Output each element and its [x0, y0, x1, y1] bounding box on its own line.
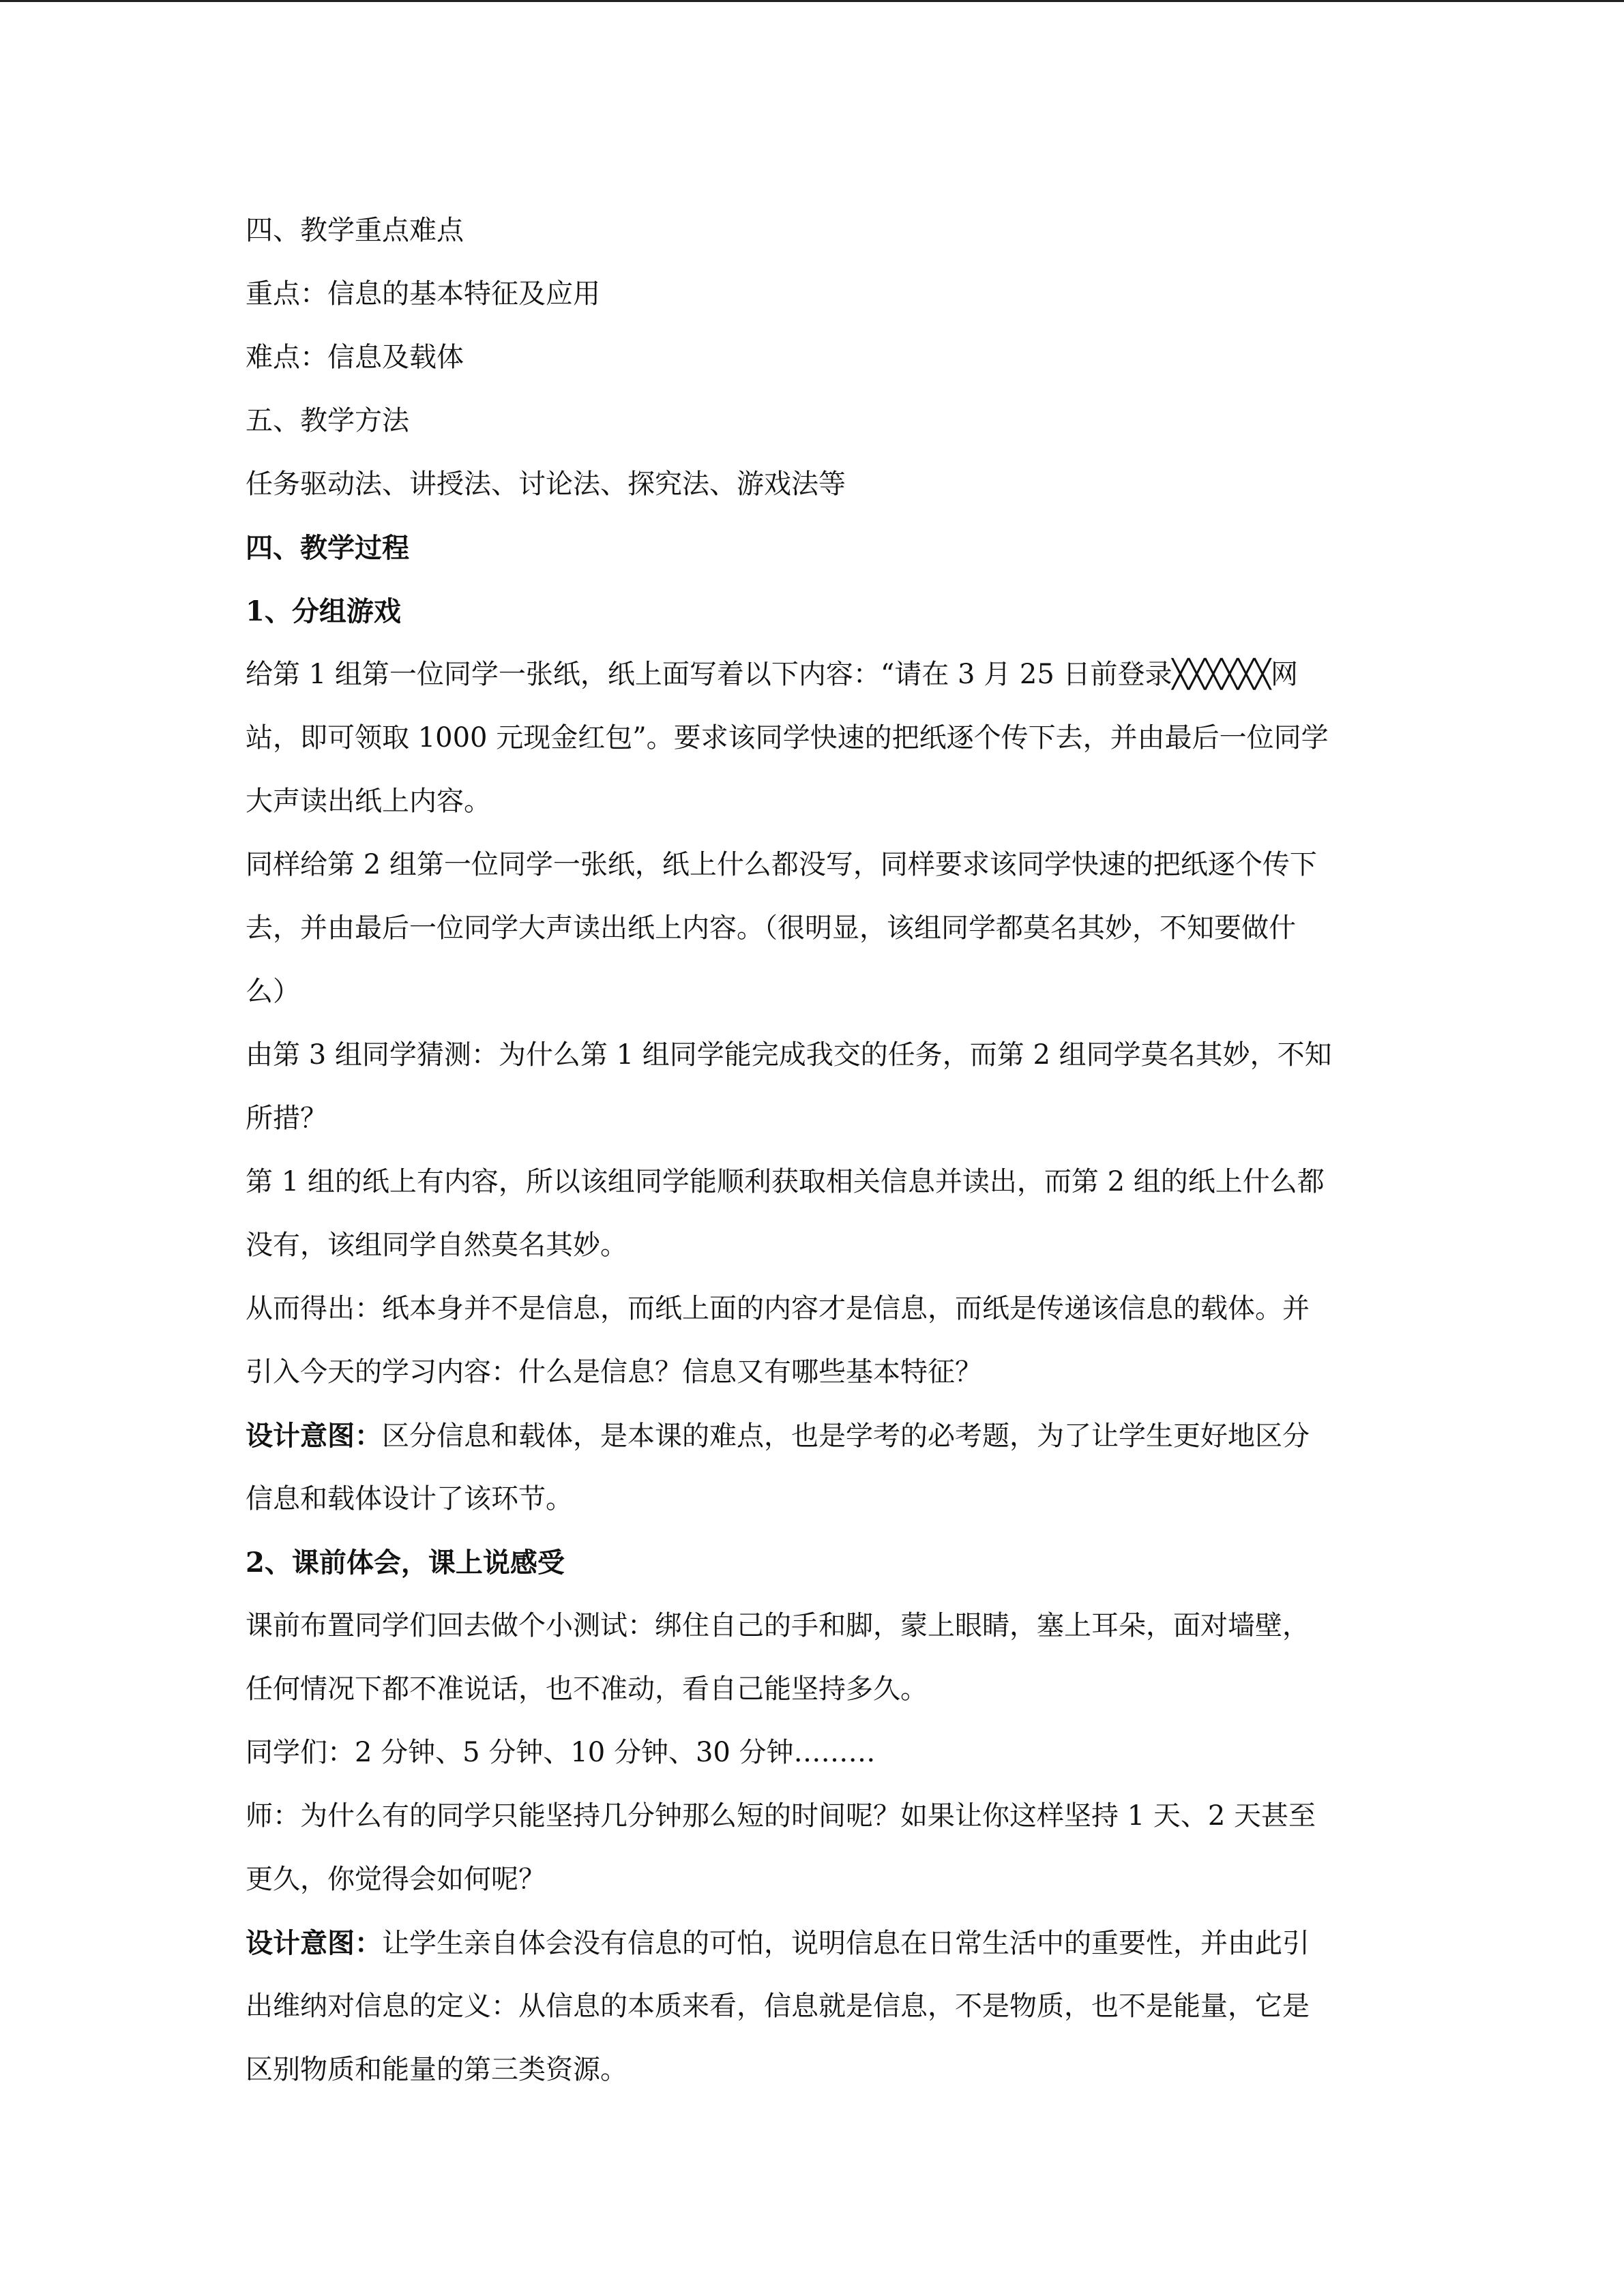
paragraph-line: 给第 1 组第一位同学一张纸，纸上面写着以下内容：“请在 3 月 25 日前登录╳╳╳╳╳╳网	[246, 659, 1299, 690]
paragraph-line: 信息和载体设计了该环节。	[246, 1483, 573, 1515]
paragraph-line: 么）	[246, 976, 300, 1007]
subheading-pre-class-experience: 2、课前体会，课上说感受	[246, 1547, 565, 1579]
paragraph-line: 从而得出：纸本身并不是信息，而纸上面的内容才是信息，而纸是传递该信息的载体。并	[246, 1293, 1310, 1324]
section-heading-teaching-focus: 四、教学重点难点	[246, 215, 464, 246]
paragraph-line: 大声读出纸上内容。	[246, 786, 491, 817]
paragraph-line: 所措？	[246, 1103, 327, 1134]
design-intent-text: 让学生亲自体会没有信息的可怕，说明信息在日常生活中的重要性，并由此引	[382, 1928, 1310, 1959]
paragraph-line: 区别物质和能量的第三类资源。	[246, 2054, 628, 2085]
paragraph-line: 更久，你觉得会如何呢？	[246, 1864, 546, 1895]
paragraph-line: 没有，该组同学自然莫名其妙。	[246, 1229, 628, 1261]
subheading-group-game: 1、分组游戏	[246, 595, 401, 627]
paragraph-line: 由第 3 组同学猜测：为什么第 1 组同学能完成我交的任务，而第 2 组同学莫名其妙，不知	[246, 1039, 1332, 1071]
design-intent-line	[246, 1404, 1378, 1467]
design-intent-label: 设计意图：	[246, 1927, 382, 1959]
design-intent-line	[246, 1911, 1378, 1975]
teaching-methods-list: 任务驱动法、讲授法、讨论法、探究法、游戏法等	[246, 468, 846, 500]
design-intent-label: 设计意图：	[246, 1420, 382, 1452]
paragraph-line: 出维纳对信息的定义：从信息的本质来看，信息就是信息，不是物质，也不是能量，它是	[246, 1991, 1310, 2022]
section-heading-teaching-process: 四、教学过程	[246, 532, 409, 564]
paragraph-line: 站，即可领取 1000 元现金红包”。要求该同学快速的把纸逐个传下去，并由最后一位同学	[246, 722, 1329, 754]
paragraph-line: 去，并由最后一位同学大声读出纸上内容。（很明显，该组同学都莫名其妙，不知要做什	[246, 912, 1296, 944]
document-body	[246, 199, 1378, 2102]
paragraph-line: 第 1 组的纸上有内容，所以该组同学能顺利获取相关信息并读出，而第 2 组的纸上什么都	[246, 1166, 1325, 1197]
section-heading-teaching-method: 五、教学方法	[246, 405, 409, 436]
paragraph-line: 同样给第 2 组第一位同学一张纸，纸上什么都没写，同样要求该同学快速的把纸逐个传下	[246, 849, 1317, 880]
paragraph-line: 师：为什么有的同学只能坚持几分钟那么短的时间呢？如果让你这样坚持 1 天、2 天甚至	[246, 1800, 1316, 1832]
paragraph-line: 课前布置同学们回去做个小测试：绑住自己的手和脚，蒙上眼睛，塞上耳朵，面对墙壁，	[246, 1610, 1310, 1641]
paragraph-line: 引入今天的学习内容：什么是信息？信息又有哪些基本特征？	[246, 1356, 982, 1388]
paragraph-line: 任何情况下都不准说话，也不准动，看自己能坚持多久。	[246, 1673, 928, 1705]
design-intent-text: 区分信息和载体，是本课的难点，也是学考的必考题，为了让学生更好地区分	[382, 1420, 1310, 1452]
focus-point-line: 重点：信息的基本特征及应用	[246, 278, 600, 310]
difficult-point-line: 难点：信息及载体	[246, 342, 464, 373]
page-top-border	[0, 0, 1624, 2]
paragraph-line: 同学们：2 分钟、5 分钟、10 分钟、30 分钟………	[246, 1737, 876, 1768]
